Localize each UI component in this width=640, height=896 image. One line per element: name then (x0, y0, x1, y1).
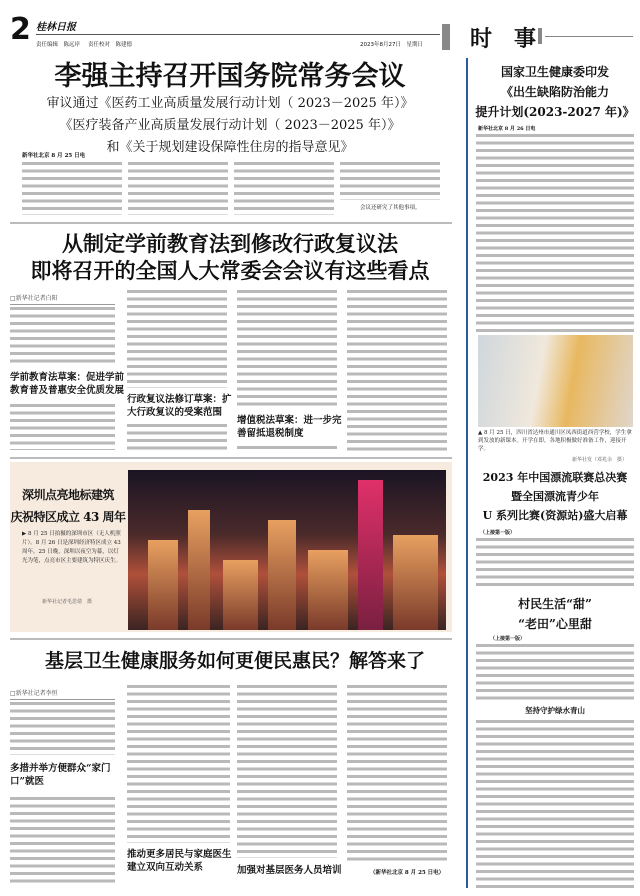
shenzhen-caption: ▶ 8 月 25 日拍摄的深圳市区（无人机照片）。8 月 26 日是深圳经济特区成立 43 周年。25 日晚，深圳以夜空为幕，以灯光为笔，点亮市区主要建筑为特区庆生。 (22, 531, 122, 564)
npc-byline: □新华社记者白阳 (10, 293, 115, 305)
sidebar-accent-rule (466, 58, 468, 888)
lead-deck-3: 和《关于规划建设保障性住房的指导意见》 (106, 140, 354, 155)
rafting-body (476, 536, 634, 588)
birth-title-2: 《出生缺陷防治能力 (500, 85, 609, 99)
section-title: 时 事 (470, 26, 537, 52)
village-title-1: 村民生活“甜” (518, 597, 592, 611)
rafting-lead: （上接第一版） (480, 530, 516, 536)
npc-body-col (127, 288, 227, 388)
rafting-title-1: 2023 年中国漂流联赛总决赛 (482, 471, 628, 484)
lead-tail: 会议还研究了其他事项。 (360, 205, 421, 211)
rafting-title-2: 暨全国漂流青少年 (511, 490, 599, 503)
divider (10, 638, 452, 640)
lead-body-col (234, 160, 334, 215)
shenzhen-title-1: 深圳点亮地标建筑 (21, 488, 114, 502)
birth-title-1: 国家卫生健康委印发 (500, 65, 609, 79)
divider (10, 457, 452, 459)
lead-dateline: 新华社北京 8 月 25 日电 (22, 153, 86, 159)
lead-body-col (22, 160, 122, 215)
section-mark (538, 28, 542, 44)
health-title: 基层卫生健康服务如何更便民惠民？解答来了 (44, 650, 425, 672)
school-caption: ▲ 8 月 25 日，四川省达州市通川区凤西街道西营学校，学生拿到发放的新课本。开学在即，各地积极做好准备工作，迎接开学。 (478, 430, 632, 452)
npc-subhead-3: 增值税法草案：进一步完善留抵退税制度 (237, 415, 342, 439)
health-body-col (347, 683, 447, 863)
npc-subhead-1: 学前教育法草案：促进学前教育普及普惠安全优质发展 (10, 372, 125, 396)
village-title-2: “老田”心里甜 (518, 617, 592, 631)
health-body-col (10, 700, 115, 755)
npc-body-col (237, 444, 337, 452)
lead-body-col (340, 160, 440, 200)
lead-body-col (128, 160, 228, 215)
editor: 责任编辑 陈远岸 (36, 42, 81, 48)
lead-title: 李强主持召开国务院常务会议 (54, 61, 406, 92)
lead-deck-1: 审议通过《医药工业高质量发展行动计划（ 2023－2025 年）》 (46, 96, 414, 111)
birth-body (476, 132, 634, 332)
paper-name-logo: 桂林日报 (36, 22, 76, 33)
lead-deck-2: 《医疗装备产业高质量发展行动计划（ 2023－2025 年）》 (59, 118, 401, 133)
shenzhen-night-photo (128, 470, 446, 630)
npc-body-col (10, 305, 115, 367)
npc-title-1: 从制定学前教育法到修改行政复议法 (62, 231, 398, 256)
date: 2023年8月27日 星期日 (360, 42, 423, 48)
health-subhead-1: 多措并举方便群众“家门口”就医 (10, 762, 118, 788)
npc-title-2: 即将召开的全国人大常委会会议有这些看点 (30, 258, 430, 283)
village-subhead: 坚持守护绿水青山 (525, 706, 585, 715)
masthead-rule (36, 34, 440, 35)
npc-body-col (10, 402, 115, 450)
shenzhen-credit: 新华社记者毛思倩 摄 (42, 599, 93, 605)
health-subhead-2: 推动更多居民与家庭医生建立双向互动关系 (127, 849, 232, 873)
village-body (476, 642, 634, 704)
birth-title-3: 提升计划(2023-2027 年)》 (475, 105, 635, 119)
divider (10, 222, 452, 224)
village-lead: （上接第一版） (490, 636, 526, 642)
school-credit: 新华社发（邓兆余 摄） (572, 457, 628, 463)
school-photo (478, 335, 633, 427)
health-body-col (127, 683, 230, 843)
masthead-block (442, 24, 450, 50)
proofreader: 责任校对 陈建德 (88, 42, 133, 48)
rafting-title-3: U 系列比赛(资源站)盛大启幕 (482, 509, 628, 522)
page-number: 2 (10, 12, 31, 47)
npc-body-col (347, 288, 447, 452)
health-subhead-3: 加强对基层医务人员培训 (237, 864, 357, 877)
npc-subhead-2: 行政复议法修订草案：扩大行政复议的受案范围 (127, 394, 232, 418)
health-body-col (10, 795, 115, 885)
section-rule (545, 36, 633, 37)
health-body-col (237, 683, 337, 858)
birth-dateline: 新华社北京 8 月 26 日电 (478, 126, 536, 132)
village-body (476, 718, 634, 888)
npc-body-col (237, 288, 337, 410)
shenzhen-title-2: 庆祝特区成立 43 周年 (10, 510, 126, 524)
health-signoff: （新华社北京 8 月 25 日电） (370, 870, 445, 876)
health-byline: □新华社记者李恒 (10, 688, 115, 700)
npc-body-col (127, 422, 227, 452)
